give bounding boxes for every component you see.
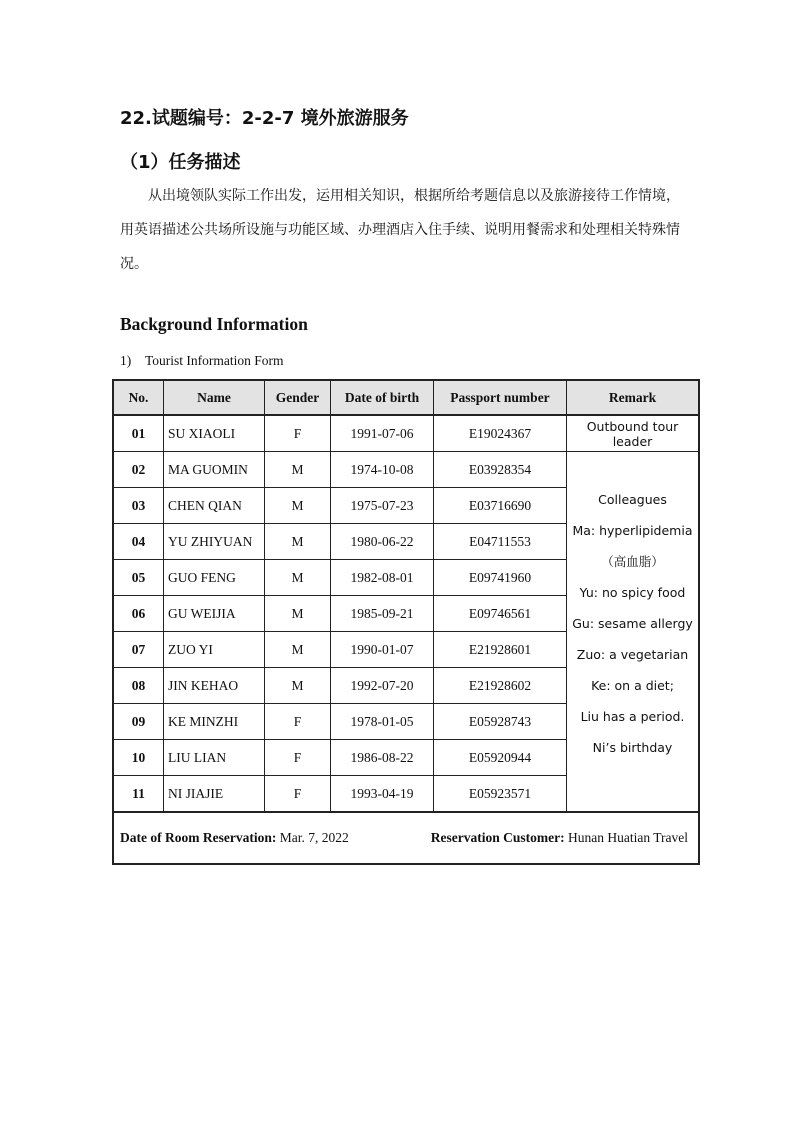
tourist-name: GUO FENG [164, 560, 265, 596]
tourist-name: JIN KEHAO [164, 668, 265, 704]
reservation-customer [431, 830, 688, 846]
passport-number: E03928354 [434, 452, 567, 488]
remark-line: Yu: no spicy food [579, 585, 686, 600]
gender: F [265, 704, 331, 740]
room-reservation-date [120, 830, 349, 846]
passport-number: E04711553 [434, 524, 567, 560]
gender: M [265, 524, 331, 560]
date-of-birth: 1980-06-22 [331, 524, 434, 560]
date-of-birth: 1992-07-20 [331, 668, 434, 704]
tourist-name: KE MINZHI [164, 704, 265, 740]
date-of-birth: 1975-07-23 [331, 488, 434, 524]
date-of-birth: 1985-09-21 [331, 596, 434, 632]
gender: M [265, 668, 331, 704]
row-number: 08 [114, 668, 164, 704]
remark-line: Ni’s birthday [592, 740, 673, 755]
remark: Outbound tour leader [567, 415, 699, 452]
task-description-heading: （1）任务描述 [120, 152, 241, 173]
remark-line: Colleagues [598, 492, 667, 507]
reservation-customer-label: Reservation Customer: [430, 830, 565, 845]
passport-number: E05928743 [434, 704, 567, 740]
row-number: 10 [114, 740, 164, 776]
date-of-birth: 1974-10-08 [331, 452, 434, 488]
table-row [114, 452, 699, 488]
reservation-footer [114, 812, 699, 864]
column-header: Date of birth [331, 381, 434, 416]
gender: M [265, 632, 331, 668]
tourist-name: NI JIAJIE [164, 776, 265, 813]
passport-number: E21928601 [434, 632, 567, 668]
gender: F [265, 415, 331, 452]
tourist-name: GU WEIJIA [164, 596, 265, 632]
tourist-name: MA GUOMIN [164, 452, 265, 488]
reservation-customer-value: Hunan Huatian Travel [568, 830, 688, 845]
reservation-footer-row [114, 812, 699, 864]
column-header: Name [164, 381, 265, 416]
date-of-birth: 1986-08-22 [331, 740, 434, 776]
row-number: 04 [114, 524, 164, 560]
table-header-row [114, 381, 699, 416]
reservation-date-value: Mar. 7, 2022 [279, 830, 349, 845]
tourist-name: SU XIAOLI [164, 415, 265, 452]
row-number: 01 [114, 415, 164, 452]
gender: M [265, 560, 331, 596]
date-of-birth: 1982-08-01 [331, 560, 434, 596]
task-description-paragraph: 从出境领队实际工作出发，运用相关知识，根据所给考题信息以及旅游接待工作情境，用英语描述公共场所设施与功能区域、办理酒店入住手续、说明用餐需求和处理相关特殊情况。 [120, 188, 680, 272]
row-number: 06 [114, 596, 164, 632]
background-information-title: Background Information [120, 314, 308, 334]
remark-line: Ma: hyperlipidemia [572, 523, 693, 538]
passport-number: E19024367 [434, 415, 567, 452]
row-number: 09 [114, 704, 164, 740]
passport-number: E09741960 [434, 560, 567, 596]
gender: F [265, 776, 331, 813]
tourist-name: LIU LIAN [164, 740, 265, 776]
date-of-birth: 1993-04-19 [331, 776, 434, 813]
gender: M [265, 488, 331, 524]
date-of-birth: 1991-07-06 [331, 415, 434, 452]
remark-line: Zuo: a vegetarian [576, 647, 689, 662]
passport-number: E09746561 [434, 596, 567, 632]
tourist-name: YU ZHIYUAN [164, 524, 265, 560]
column-header: Remark [567, 381, 699, 416]
gender: M [265, 452, 331, 488]
form-title [120, 353, 284, 369]
column-header: No. [114, 381, 164, 416]
row-number: 03 [114, 488, 164, 524]
passport-number: E05920944 [434, 740, 567, 776]
remark-line: Ke: on a diet; [591, 678, 674, 693]
date-of-birth: 1990-01-07 [331, 632, 434, 668]
form-title-text: Tourist Information Form [145, 353, 284, 368]
date-of-birth: 1978-01-05 [331, 704, 434, 740]
column-header: Passport number [434, 381, 567, 416]
tourist-name: ZUO YI [164, 632, 265, 668]
row-number: 02 [114, 452, 164, 488]
tourist-information-table [113, 380, 699, 864]
form-number: 1) [120, 353, 132, 368]
gender: F [265, 740, 331, 776]
passport-number: E21928602 [434, 668, 567, 704]
table-row [114, 415, 699, 452]
passport-number: E05923571 [434, 776, 567, 813]
remark-line: Gu: sesame allergy [572, 616, 693, 631]
passport-number: E03716690 [434, 488, 567, 524]
gender: M [265, 596, 331, 632]
tourist-name: CHEN QIAN [164, 488, 265, 524]
remark-line: Liu has a period. [580, 709, 685, 724]
question-heading: 22.试题编号：2-2-7 境外旅游服务 [120, 108, 409, 129]
reservation-date-label: Date of Room Reservation: [120, 830, 277, 845]
row-number: 05 [114, 560, 164, 596]
column-header: Gender [265, 381, 331, 416]
row-number: 07 [114, 632, 164, 668]
remark-line: （高血脂） [601, 554, 664, 569]
group-remark [567, 452, 699, 813]
row-number: 11 [114, 776, 164, 813]
